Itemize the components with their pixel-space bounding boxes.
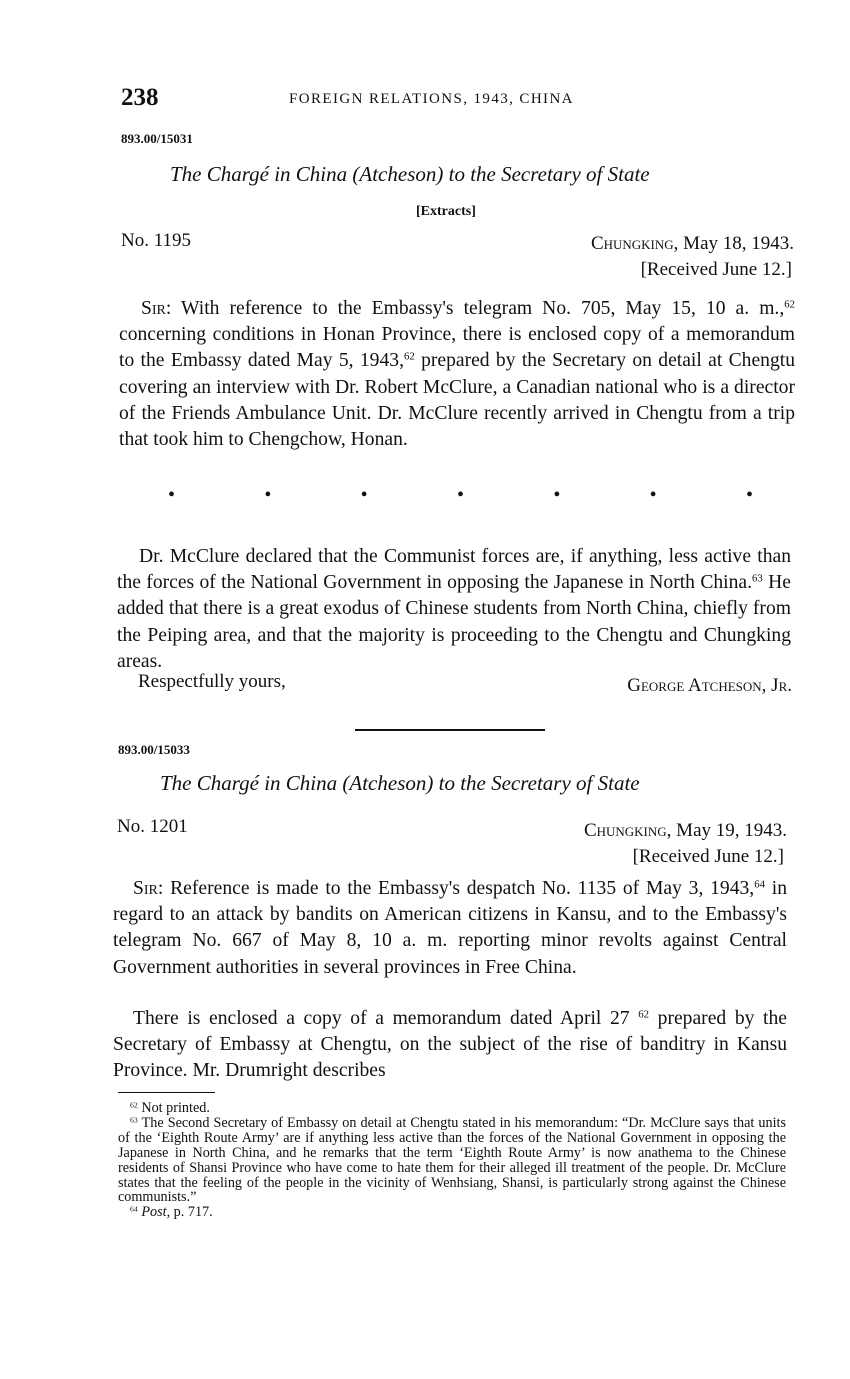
running-title: FOREIGN RELATIONS, 1943, CHINA [289,91,574,107]
ellipsis-row [168,484,753,507]
received-date: [Received June 12.] [640,259,792,280]
section-divider [355,729,545,731]
place-date [591,233,794,255]
text-run: concerning conditions in Honan Province, there is enclosed copy of a memorandum to the Embassy dated May 5, 1943, [119,324,795,372]
text-run: There is enclosed a copy of a memorandum dated April 27 [133,1008,630,1029]
paragraph-text [113,1006,787,1085]
page-number: 238 [121,84,159,111]
text-run: Dr. McClure declared that the Communist forces are, if anything, less active than the forces of the National Government in opposing the Japanese in North China. [117,546,791,594]
footnote-text: Not printed. [141,1100,210,1116]
paragraph [117,544,791,675]
document-heading: The Chargé in China (Atcheson) to the Secretary of State [170,162,650,186]
paragraph [119,296,795,453]
ellipsis-dot: • [264,484,272,506]
text-run: prepared by the Secretary of Embassy at Chengtu, on the subject of the rise of banditry in Kansu Province. Mr. Drumright describes [113,1008,787,1082]
text-run: Reference is made to the Embassy's despatch No. 1135 of May 3, 1943, [163,878,755,899]
ellipsis-dot: • [168,484,176,506]
footnote-ref: 64 [754,878,765,891]
paragraph-text [119,296,795,453]
received-date: [Received June 12.] [632,846,784,867]
file-number: 893.00/15033 [118,742,190,757]
despatch-number: No. 1201 [117,816,188,837]
footnote-text: p. 717. [170,1204,213,1221]
footnote [118,1205,786,1220]
ellipsis-dot: • [745,484,753,506]
text-run: prepared by the Secretary on detail at Chengtu covering an interview with Dr. Robert McClure, a Canadian national who is a director of the Friends Ambulance Unit. Dr. McClure recently arrived in Chengtu from a trip that took him to Chengchow, Honan. [119,350,795,451]
footnote-divider [118,1092,215,1093]
date: , May 18, 1943. [673,233,794,254]
salutation: Sir: [133,878,164,899]
place-name: Chungking [583,820,667,841]
footnote [118,1101,786,1116]
footnote-mark: 64 [130,1204,138,1214]
paragraph-text [113,876,787,981]
file-number: 893.00/15031 [121,131,193,146]
ellipsis-dot: • [649,484,657,506]
paragraph [113,1006,787,1085]
ellipsis-dot: • [553,484,561,506]
despatch-number: No. 1195 [121,230,192,251]
footnote-ref: 62 [784,298,795,311]
footnote-italic: Post, [141,1204,171,1221]
footnote [118,1116,786,1205]
ellipsis-dot: • [360,484,368,506]
extracts-note: [Extracts] [416,204,476,219]
document-heading: The Chargé in China (Atcheson) to the Secretary of State [160,771,640,795]
date: , May 19, 1943. [666,820,787,841]
salutation: Sir: [141,298,172,319]
footnote-mark: 62 [130,1100,138,1110]
footnotes [118,1101,786,1220]
paragraph [113,876,787,981]
signature: George Atcheson, Jr. [627,675,792,696]
ellipsis-dot: • [456,484,464,506]
footnote-mark: 63 [130,1115,138,1125]
place-name: Chungking [590,233,674,254]
closing: Respectfully yours, [138,671,286,692]
place-date [584,820,787,842]
text-run: in regard to an attack by bandits on American citizens in Kansu, and to the Embassy's telegram No. 667 of May 8, 10 a. m. reporting minor revolts against Central Government authorities in several provinces in Free China. [113,878,787,978]
footnote-ref: 62 [403,350,415,363]
text-run: He added that there is a great exodus of Chinese students from North China, chiefly from the Peiping area, and that the majority is proceeding to the Chengtu and Chungking areas. [117,572,791,672]
footnote-ref: 62 [638,1008,650,1021]
footnote-text: The Second Secretary of Embassy on detail at Chengtu stated in his memorandum: “Dr. McClure says that units of the ‘Eighth Route Army’ are if anything less active than the forces of the National Government in opposing the Japanese in North China, and he remarks that the term ‘Eighth Route Army’ is now anathema to the Chinese residents of Shansi Province who have come to hate them for their alleged ill treatment of the people. Dr. McClure states that the feeling of the people in the vicinity of Wenhsiang, Shansi, is particularly strong against the Chinese communists.” [118,1114,787,1206]
text-run: With reference to the Embassy's telegram No. 705, May 15, 10 a. m., [171,298,785,319]
footnote-ref: 63 [752,572,763,585]
paragraph-text [117,544,791,675]
